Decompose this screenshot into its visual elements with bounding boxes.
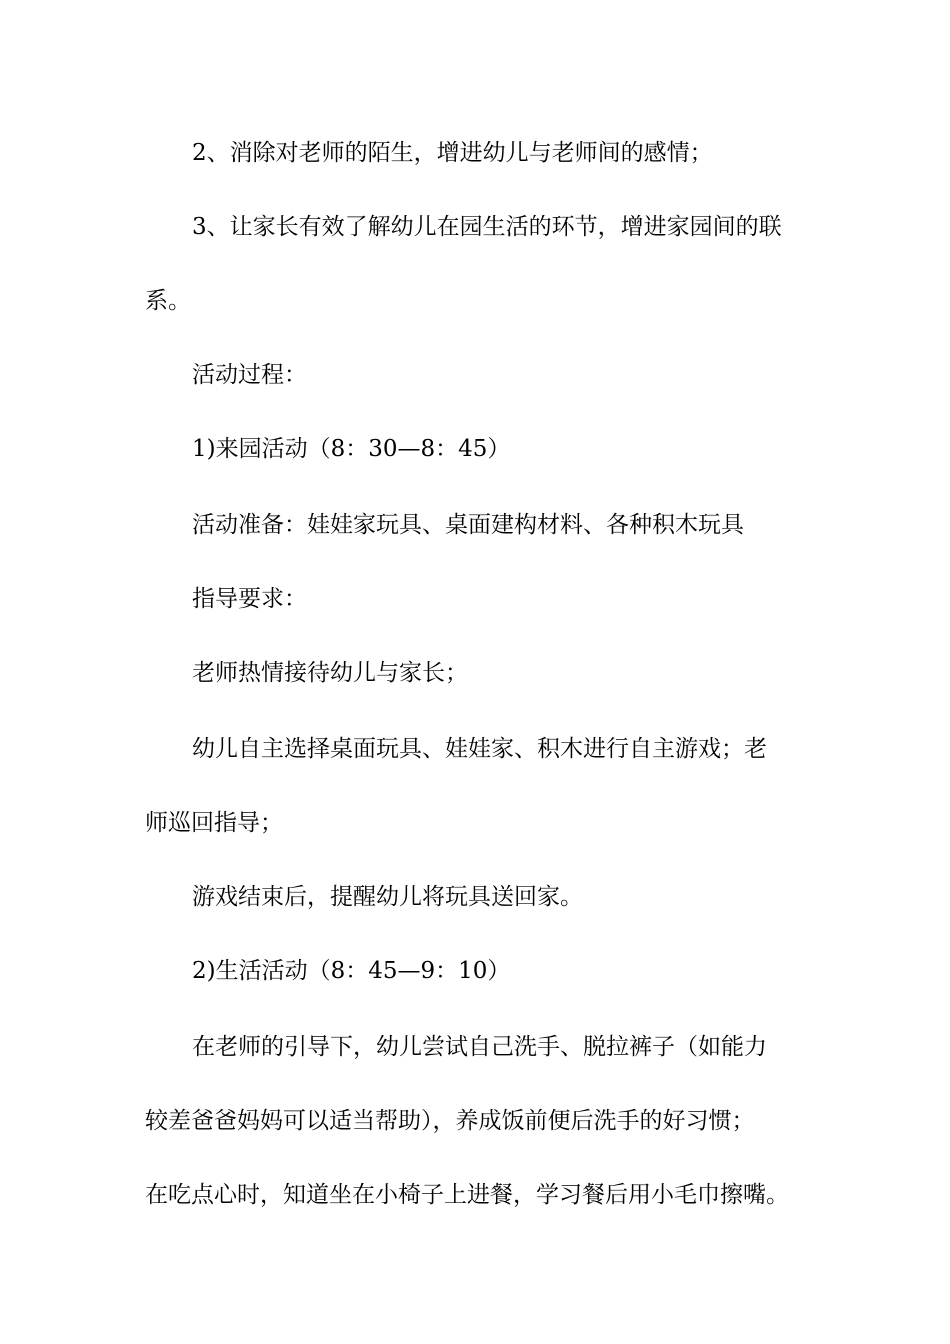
- text-line-preparation: 活动准备：娃娃家玩具、桌面建构材料、各种积木玩具: [192, 512, 744, 538]
- text-line-life-2: 在吃点心时，知道坐在小椅子上进餐，学习餐后用小毛巾擦嘴。: [145, 1182, 789, 1208]
- text-line-guidance-2: 幼儿自主选择桌面玩具、娃娃家、积木进行自主游戏；老: [192, 736, 767, 762]
- text-line-goal-2: 2、消除对老师的陌生，增进幼儿与老师间的感情；: [192, 140, 713, 166]
- text-line-life-1-cont: 较差爸爸妈妈可以适当帮助），养成饭前便后洗手的好习惯；: [145, 1108, 755, 1134]
- text-line-goal-3-cont: 系。: [145, 288, 191, 314]
- text-line-life-1: 在老师的引导下，幼儿尝试自己洗手、脱拉裤子（如能力: [192, 1034, 767, 1060]
- text-line-goal-3: 3、让家长有效了解幼儿在园生活的环节，增进家园间的联: [192, 214, 782, 240]
- text-line-guidance-heading: 指导要求：: [192, 586, 307, 612]
- text-line-guidance-1: 老师热情接待幼儿与家长；: [192, 660, 468, 686]
- text-line-guidance-3: 游戏结束后，提醒幼儿将玩具送回家。: [192, 884, 583, 910]
- section-heading-process: 活动过程：: [192, 362, 307, 388]
- text-line-life-activity: 2)生活活动（8：45—9：10）: [192, 958, 511, 984]
- text-line-guidance-2-cont: 师巡回指导；: [145, 810, 283, 836]
- text-line-arrival-activity: 1)来园活动（8：30—8：45）: [192, 436, 511, 462]
